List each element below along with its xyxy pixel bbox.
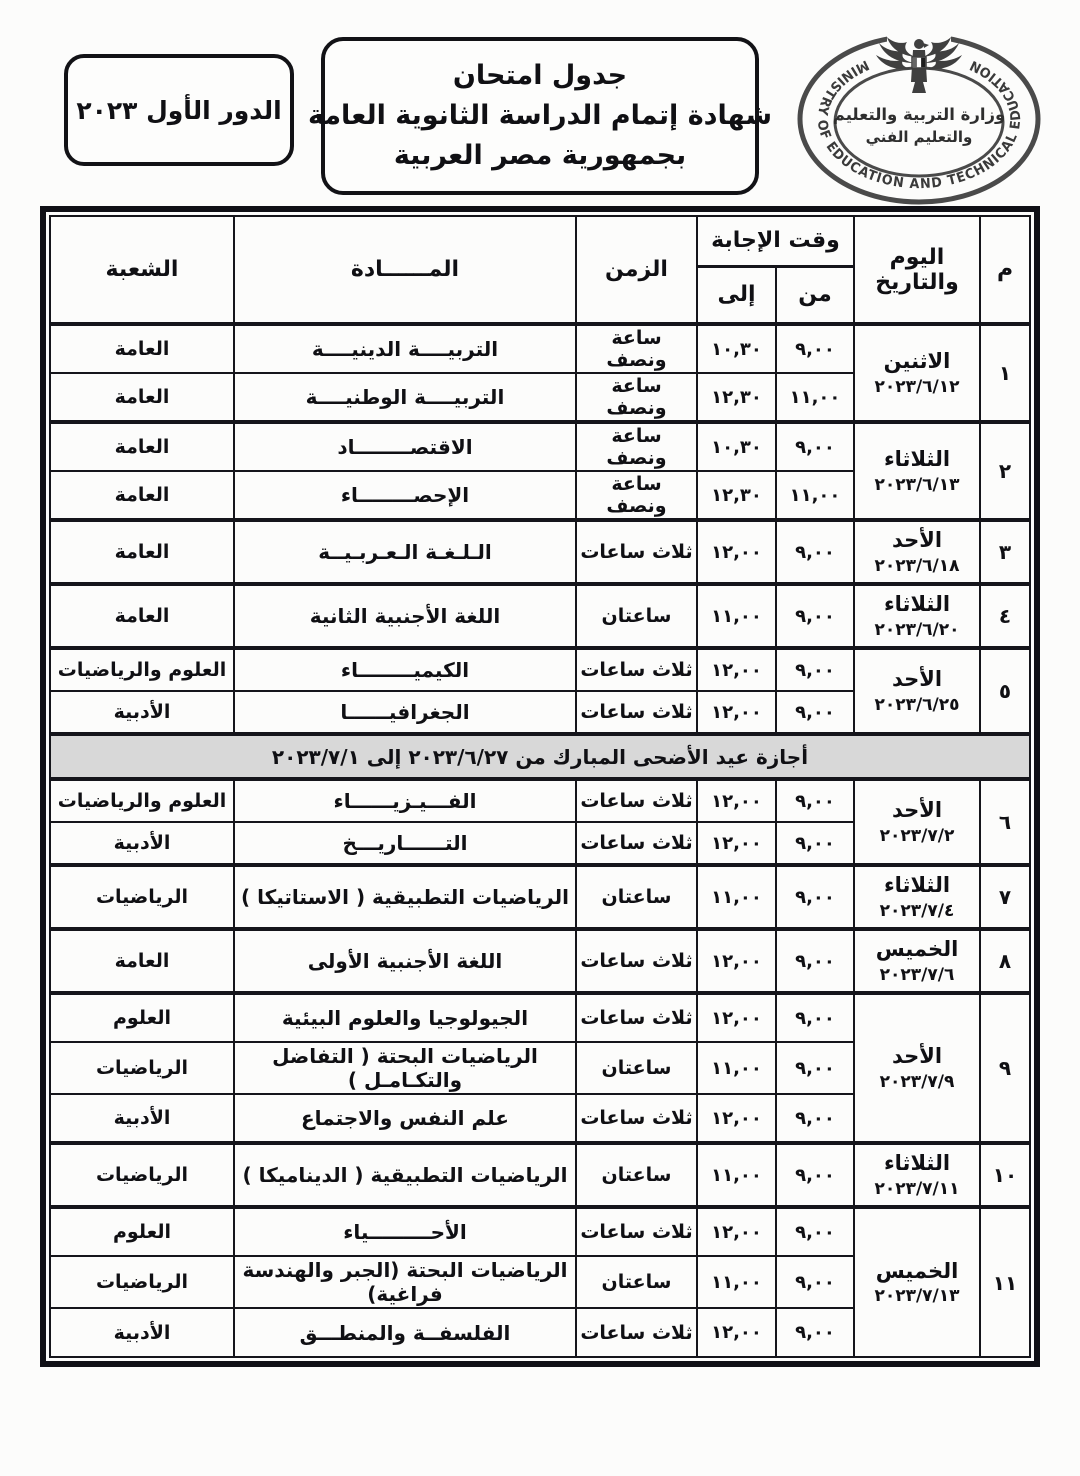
page-subtitle: شهادة إتمام الدراسة الثانوية العامة — [307, 100, 773, 132]
to-time: ١٢,٠٠ — [697, 929, 776, 993]
exam-duration: ثلاث ساعات — [576, 929, 697, 993]
from-time: ٩,٠٠ — [776, 1308, 854, 1357]
exam-branch: الأدبية — [50, 1308, 234, 1357]
exam-branch: الأدبية — [50, 822, 234, 865]
to-time: ١١,٠٠ — [697, 865, 776, 929]
holiday-notice-text: أجازة عيد الأضحى المبارك من ٢٠٢٣/٦/٢٧ إلى ٢٠٢٣/٧/١ — [50, 734, 1030, 779]
exam-row — [50, 993, 1030, 1042]
schedule-table-body — [50, 324, 1030, 1357]
to-time: ١٢,٠٠ — [697, 1207, 776, 1256]
from-time: ٩,٠٠ — [776, 1207, 854, 1256]
exam-duration: ثلاث ساعات — [576, 1094, 697, 1143]
exam-subject: الـلـغـة الـعـربـيــة — [234, 520, 576, 584]
exam-subject: الفـــيـزيــــــاء — [234, 779, 576, 822]
exam-duration: ساعتان — [576, 1143, 697, 1207]
exam-duration: ثلاث ساعات — [576, 648, 697, 691]
exam-duration: ساعة ونصف — [576, 471, 697, 520]
exam-duration: ثلاث ساعات — [576, 1207, 697, 1256]
day-name: الأحد — [891, 798, 943, 823]
to-time: ١١,٠٠ — [697, 1256, 776, 1308]
day-name: الأحد — [891, 1044, 943, 1069]
exam-branch: العامة — [50, 929, 234, 993]
exam-duration: ساعة ونصف — [576, 422, 697, 471]
exam-branch: العامة — [50, 373, 234, 422]
exam-row — [50, 779, 1030, 822]
day-name: الثلاثاء — [883, 873, 951, 898]
from-time: ٩,٠٠ — [776, 1256, 854, 1308]
day-name: الثلاثاء — [883, 1151, 951, 1176]
day-date-cell — [854, 993, 980, 1143]
exam-branch: الرياضيات — [50, 1256, 234, 1308]
ministry-name-arabic: وزارة التربية والتعليم — [832, 105, 1006, 124]
from-time: ٩,٠٠ — [776, 1143, 854, 1207]
exam-branch: الأدبية — [50, 691, 234, 734]
exam-duration: ثلاث ساعات — [576, 1308, 697, 1357]
exam-duration: ساعتان — [576, 584, 697, 648]
day-date-cell — [854, 1207, 980, 1357]
from-time: ٩,٠٠ — [776, 648, 854, 691]
row-number: ٨ — [980, 929, 1030, 993]
ministry-name-arabic-2: والتعليم الفني — [865, 128, 973, 146]
exam-subject: التربيــــة الوطنيــــة — [234, 373, 576, 422]
schedule-table-frame — [40, 206, 1040, 1367]
exam-subject: علم النفس والاجتماع — [234, 1094, 576, 1143]
exam-duration: ثلاث ساعات — [576, 691, 697, 734]
day-date: ٢٠٢٣/٧/١٣ — [874, 1286, 960, 1307]
to-time: ١٢,٣٠ — [697, 471, 776, 520]
exam-subject: الأحـــــــــياء — [234, 1207, 576, 1256]
day-name: الخميس — [875, 1258, 959, 1283]
day-date-cell — [854, 422, 980, 520]
from-time: ١١,٠٠ — [776, 471, 854, 520]
from-time: ٩,٠٠ — [776, 422, 854, 471]
exam-row — [50, 929, 1030, 993]
row-number: ٧ — [980, 865, 1030, 929]
day-date-cell — [854, 648, 980, 734]
day-date: ٢٠٢٣/٧/٩ — [879, 1071, 955, 1092]
exam-subject: اللغة الأجنبية الثانية — [234, 584, 576, 648]
exam-branch: العامة — [50, 584, 234, 648]
from-time: ٩,٠٠ — [776, 1094, 854, 1143]
exam-duration: ساعة ونصف — [576, 324, 697, 373]
to-time: ١٢,٠٠ — [697, 822, 776, 865]
exam-branch: العلوم — [50, 993, 234, 1042]
exam-row — [50, 520, 1030, 584]
day-date-cell — [854, 929, 980, 993]
day-date-cell — [854, 324, 980, 422]
exam-row — [50, 648, 1030, 691]
exam-branch: العامة — [50, 422, 234, 471]
row-number: ١٠ — [980, 1143, 1030, 1207]
exam-duration: ثلاث ساعات — [576, 779, 697, 822]
exam-branch: العلوم والرياضيات — [50, 779, 234, 822]
exam-subject: اللغة الأجنبية الأولى — [234, 929, 576, 993]
exam-duration: ثلاث ساعات — [576, 520, 697, 584]
row-number: ٥ — [980, 648, 1030, 734]
ministry-stamp-icon — [793, 30, 1045, 206]
table-header — [50, 216, 1030, 324]
to-time: ١٢,٠٠ — [697, 1308, 776, 1357]
exam-subject: الإحصــــــــاء — [234, 471, 576, 520]
exam-subject: الجغرافيــــــا — [234, 691, 576, 734]
day-date: ٢٠٢٣/٦/١٨ — [874, 555, 960, 576]
day-name: الثلاثاء — [883, 592, 951, 617]
to-time: ١١,٠٠ — [697, 584, 776, 648]
page-title: جدول امتحان — [452, 60, 628, 92]
to-time: ١٢,٠٠ — [697, 779, 776, 822]
from-time: ٩,٠٠ — [776, 691, 854, 734]
exam-row — [50, 422, 1030, 471]
exam-subject: التــــــاريـــخ — [234, 822, 576, 865]
to-time: ١٢,٠٠ — [697, 648, 776, 691]
exam-branch: العامة — [50, 324, 234, 373]
exam-subject: الكيميــــــــاء — [234, 648, 576, 691]
exam-row — [50, 1207, 1030, 1256]
day-date-cell — [854, 584, 980, 648]
exam-branch: الرياضيات — [50, 865, 234, 929]
exam-duration: ثلاث ساعات — [576, 993, 697, 1042]
exam-branch: العلوم والرياضيات — [50, 648, 234, 691]
exam-branch: العامة — [50, 520, 234, 584]
exam-schedule-table — [49, 215, 1031, 1358]
from-time: ٩,٠٠ — [776, 865, 854, 929]
exam-row — [50, 1143, 1030, 1207]
exam-branch: العلوم — [50, 1207, 234, 1256]
day-date: ٢٠٢٣/٧/٤ — [879, 900, 955, 921]
exam-round-box — [64, 54, 294, 166]
exam-round-label: الدور الأول ٢٠٢٣ — [76, 95, 282, 125]
exam-subject: الرياضيات التطبيقية ( الاستاتيكا ) — [234, 865, 576, 929]
exam-row — [50, 865, 1030, 929]
to-time: ١٢,٠٠ — [697, 1094, 776, 1143]
day-name: الخميس — [875, 937, 959, 962]
row-number: ١ — [980, 324, 1030, 422]
day-name: الثلاثاء — [883, 447, 951, 472]
header-from: من — [776, 266, 854, 324]
header-day-date: اليوم والتاريخ — [854, 216, 980, 324]
to-time: ١٢,٠٠ — [697, 691, 776, 734]
header-answer-time: وقت الإجابة — [697, 216, 854, 266]
from-time: ٩,٠٠ — [776, 822, 854, 865]
exam-subject: الجيولوجيا والعلوم البيئية — [234, 993, 576, 1042]
day-date: ٢٠٢٣/٦/٢٥ — [874, 694, 960, 715]
row-number: ٤ — [980, 584, 1030, 648]
to-time: ١٢,٣٠ — [697, 373, 776, 422]
day-date: ٢٠٢٣/٦/١٢ — [874, 376, 960, 397]
to-time: ١١,٠٠ — [697, 1042, 776, 1094]
ministry-ring-text: MINISTRY OF EDUCATION AND TECHNICAL EDUCATION — [813, 56, 1025, 193]
exam-row — [50, 324, 1030, 373]
day-date: ٢٠٢٣/٦/١٣ — [874, 474, 960, 495]
day-date-cell — [854, 1143, 980, 1207]
day-date: ٢٠٢٣/٧/٢ — [879, 825, 955, 846]
from-time: ٩,٠٠ — [776, 584, 854, 648]
to-time: ١٢,٠٠ — [697, 520, 776, 584]
from-time: ٩,٠٠ — [776, 324, 854, 373]
exam-duration: ساعتان — [576, 1042, 697, 1094]
exam-subject: التربيــــة الدينيــــة — [234, 324, 576, 373]
header-branch: الشعبة — [50, 216, 234, 324]
exam-subject: الرياضيات البحتة ( التفاضل والتكـامـل ) — [234, 1042, 576, 1094]
day-date: ٢٠٢٣/٧/٦ — [879, 964, 955, 985]
exam-branch: العامة — [50, 471, 234, 520]
from-time: ٩,٠٠ — [776, 779, 854, 822]
holiday-notice-row — [50, 734, 1030, 779]
to-time: ١٢,٠٠ — [697, 993, 776, 1042]
exam-duration: ساعة ونصف — [576, 373, 697, 422]
day-name: الأحد — [891, 667, 943, 692]
exam-branch: الرياضيات — [50, 1042, 234, 1094]
exam-duration: ثلاث ساعات — [576, 822, 697, 865]
header-subject: المــــــادة — [234, 216, 576, 324]
row-number: ٣ — [980, 520, 1030, 584]
exam-row — [50, 584, 1030, 648]
day-name: الاثنين — [883, 349, 951, 374]
day-date: ٢٠٢٣/٧/١١ — [874, 1178, 960, 1199]
from-time: ٩,٠٠ — [776, 993, 854, 1042]
row-number: ٢ — [980, 422, 1030, 520]
from-time: ٩,٠٠ — [776, 929, 854, 993]
exam-duration: ساعتان — [576, 1256, 697, 1308]
day-date-cell — [854, 520, 980, 584]
exam-subject: الرياضيات البحتة (الجبر والهندسة فراغية) — [234, 1256, 576, 1308]
from-time: ٩,٠٠ — [776, 520, 854, 584]
day-name: الأحد — [891, 528, 943, 553]
schedule-title-box — [307, 37, 773, 195]
from-time: ٩,٠٠ — [776, 1042, 854, 1094]
row-number: ١١ — [980, 1207, 1030, 1357]
from-time: ١١,٠٠ — [776, 373, 854, 422]
header-duration: الزمن — [576, 216, 697, 324]
ministry-logo — [793, 30, 1045, 206]
row-number: ٩ — [980, 993, 1030, 1143]
header-to: إلى — [697, 266, 776, 324]
exam-subject: الفلسفــة والمنطـــق — [234, 1308, 576, 1357]
page-subtitle-2: بجمهورية مصر العربية — [393, 139, 687, 171]
exam-branch: الرياضيات — [50, 1143, 234, 1207]
to-time: ١٠,٣٠ — [697, 324, 776, 373]
header-num: م — [980, 216, 1030, 324]
exam-branch: الأدبية — [50, 1094, 234, 1143]
exam-subject: الاقتصــــــــاد — [234, 422, 576, 471]
day-date: ٢٠٢٣/٦/٢٠ — [874, 619, 960, 640]
to-time: ١٠,٣٠ — [697, 422, 776, 471]
exam-duration: ساعتان — [576, 865, 697, 929]
exam-subject: الرياضيات التطبيقية ( الديناميكا ) — [234, 1143, 576, 1207]
day-date-cell — [854, 865, 980, 929]
day-date-cell — [854, 779, 980, 865]
to-time: ١١,٠٠ — [697, 1143, 776, 1207]
row-number: ٦ — [980, 779, 1030, 865]
